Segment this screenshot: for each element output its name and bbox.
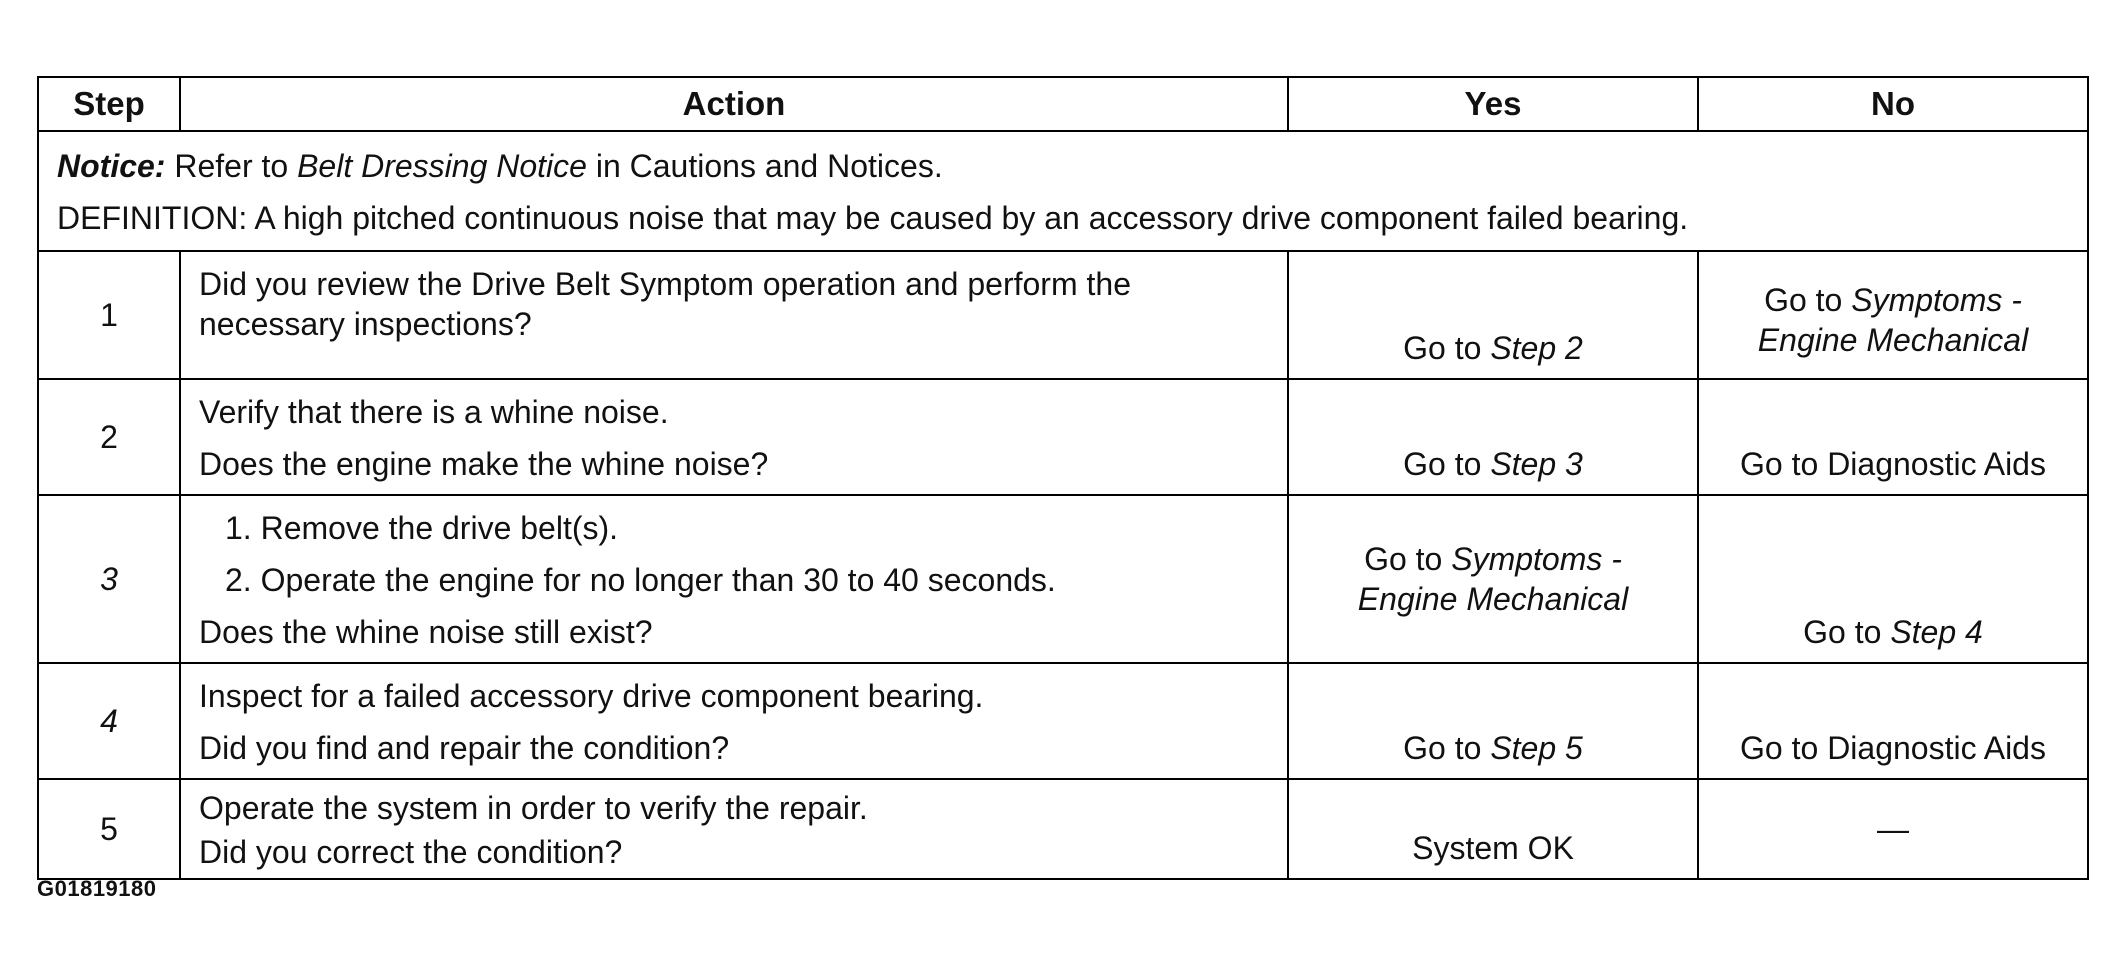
diagnostic-table — [37, 76, 2089, 880]
header-step: Step — [38, 77, 180, 131]
action-cell — [180, 251, 1288, 379]
yes-cell — [1288, 663, 1698, 779]
action-question: Does the engine make the whine noise? — [199, 446, 769, 482]
header-yes: Yes — [1288, 77, 1698, 131]
yes-result: System OK — [1412, 830, 1574, 866]
yes-step-ref: Step 3 — [1490, 446, 1583, 482]
notice-label: Notice: — [57, 148, 166, 184]
no-result: — — [1877, 811, 1909, 847]
no-cell — [1698, 663, 2088, 779]
yes-result — [1289, 442, 1697, 486]
action-text: Did you review the Drive Belt Symptom operation and perform the necessary inspections? — [199, 266, 1131, 342]
no-result — [1699, 610, 2087, 654]
no-cell — [1698, 779, 2088, 879]
step-number: 5 — [38, 779, 180, 879]
yes-ref-part1: Symptoms - — [1451, 541, 1622, 577]
table-row — [38, 251, 2088, 379]
yes-result — [1289, 539, 1697, 619]
yes-prefix: Go to — [1403, 330, 1491, 366]
action-text: Inspect for a failed accessory drive component bearing. — [199, 678, 984, 714]
action-cell — [180, 495, 1288, 663]
no-result: Go to Diagnostic Aids — [1740, 446, 2046, 482]
no-cell — [1698, 495, 2088, 663]
no-cell — [1698, 379, 2088, 495]
yes-step-ref: Step 2 — [1490, 330, 1583, 366]
yes-prefix: Go to — [1403, 446, 1491, 482]
no-prefix: Go to — [1764, 282, 1852, 318]
notice-reference: Belt Dressing Notice — [297, 148, 587, 184]
table-row — [38, 495, 2088, 663]
no-ref-part2: Engine Mechanical — [1757, 322, 2029, 358]
action-text: Operate the system in order to verify the repair. — [199, 790, 868, 826]
action-cell — [180, 379, 1288, 495]
yes-result — [1289, 326, 1697, 370]
notice-cell — [38, 131, 2088, 251]
yes-result-line1 — [1289, 539, 1697, 579]
table-row — [38, 663, 2088, 779]
header-no: No — [1698, 77, 2088, 131]
step-number: 2 — [38, 379, 180, 495]
yes-result — [1289, 726, 1697, 770]
action-text: Verify that there is a whine noise. — [199, 394, 669, 430]
action-list-item: 1. Remove the drive belt(s). — [225, 510, 619, 546]
step-number: 3 — [38, 495, 180, 663]
action-question: Did you correct the condition? — [199, 834, 623, 870]
step-number: 4 — [38, 663, 180, 779]
no-ref-part1: Symptoms - — [1851, 282, 2022, 318]
no-prefix: Go to — [1803, 614, 1891, 650]
no-result-line1 — [1699, 280, 2087, 320]
yes-prefix: Go to — [1403, 730, 1491, 766]
yes-prefix: Go to — [1364, 541, 1452, 577]
table-row — [38, 779, 2088, 879]
yes-cell — [1288, 779, 1698, 879]
yes-cell — [1288, 251, 1698, 379]
no-result — [1699, 280, 2087, 360]
notice-row — [38, 131, 2088, 251]
notice-line — [57, 140, 2069, 192]
header-action: Action — [180, 77, 1288, 131]
table-row — [38, 379, 2088, 495]
action-cell — [180, 663, 1288, 779]
step-number: 1 — [38, 251, 180, 379]
figure-id: G01819180 — [37, 876, 157, 901]
no-step-ref: Step 4 — [1890, 614, 1983, 650]
definition-line: DEFINITION: A high pitched continuous noise that may be caused by an accessory drive component failed bearing. — [57, 200, 1689, 236]
notice-text-after: in Cautions and Notices. — [586, 148, 943, 184]
no-result: Go to Diagnostic Aids — [1740, 730, 2046, 766]
action-question: Does the whine noise still exist? — [199, 614, 653, 650]
yes-step-ref: Step 5 — [1490, 730, 1583, 766]
yes-cell — [1288, 495, 1698, 663]
header-row — [38, 77, 2088, 131]
no-cell — [1698, 251, 2088, 379]
yes-ref-part2: Engine Mechanical — [1357, 581, 1629, 617]
action-question: Did you find and repair the condition? — [199, 730, 730, 766]
action-list-item: 2. Operate the engine for no longer than 30 to 40 seconds. — [225, 562, 1056, 598]
yes-cell — [1288, 379, 1698, 495]
notice-text-before: Refer to — [165, 148, 298, 184]
action-cell — [180, 779, 1288, 879]
